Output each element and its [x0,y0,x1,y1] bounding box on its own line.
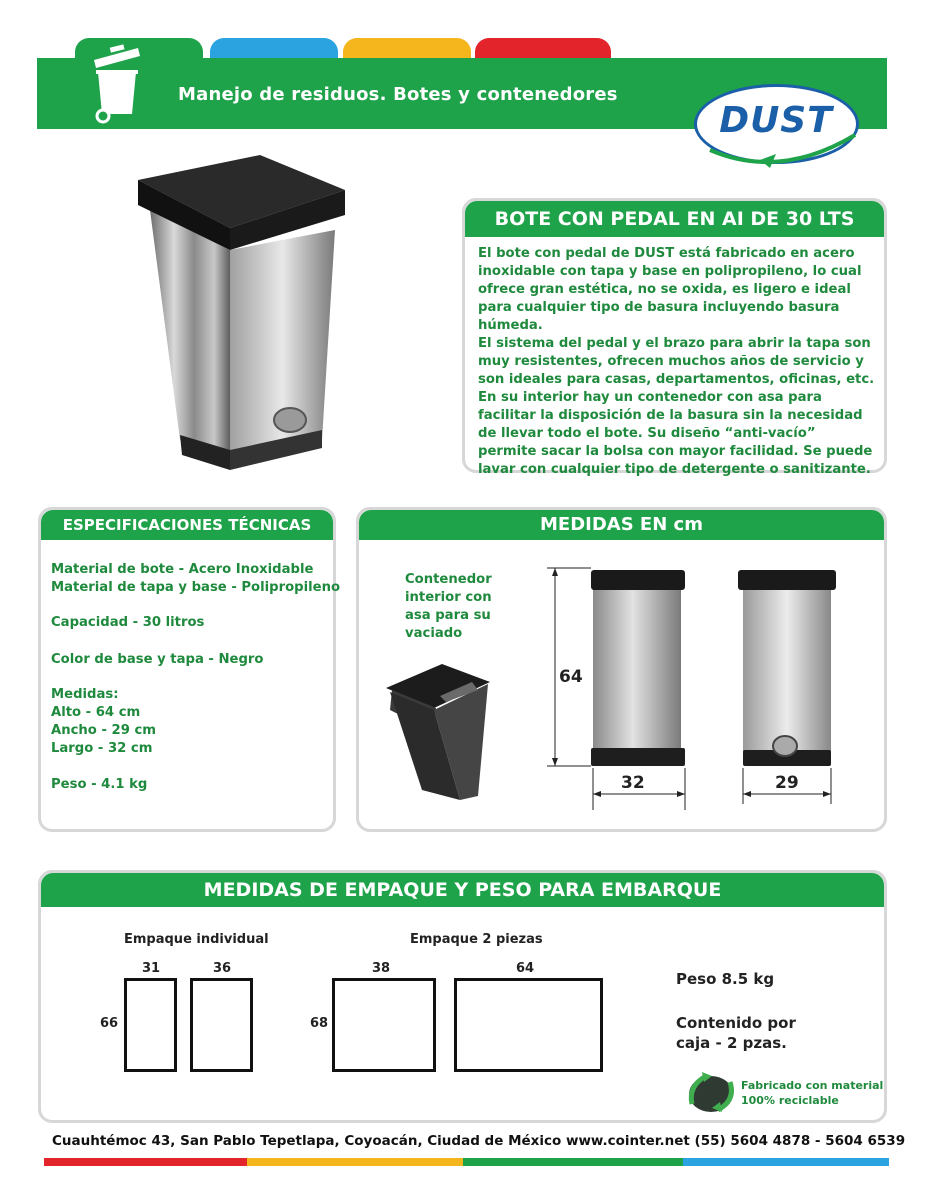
container-label: interior con [405,590,492,605]
recycle-note: Fabricado con material [741,1079,884,1092]
recycle-note: 100% reciclable [741,1094,839,1107]
container-label: Contenedor [405,572,492,587]
two-width-2: 64 [516,961,535,976]
footer-contact: Cuauhtémoc 43, San Pablo Tepetlapa, Coyoacán, Ciudad de México www.cointer.net (55) 5604 4878 - 5604 6539 [52,1133,906,1149]
inner-container-photo [382,660,494,806]
height-label: 64 [559,667,583,687]
ind-width-2: 36 [213,961,232,976]
spec-line: Ancho - 29 cm [51,723,157,738]
product-photo [130,150,360,480]
container-label: asa para su [405,608,491,623]
page-title: Manejo de residuos. Botes y contenedores [178,84,618,105]
spec-line: Peso - 4.1 kg [51,777,148,792]
ind-height: 66 [100,1016,119,1031]
two-height: 68 [310,1016,329,1031]
logo-text: DUST [719,100,833,141]
specs-title: ESPECIFICACIONES TÉCNICAS [41,510,333,540]
box-content-line: caja - 2 pzas. [676,1034,787,1052]
spec-line: Alto - 64 cm [51,705,141,720]
individual-pack-label: Empaque individual [124,932,269,947]
length-label: 32 [621,773,645,793]
recycle-icon [684,1068,738,1116]
individual-box-2 [190,978,253,1072]
spec-line: Material de bote - Acero Inoxidable [51,562,314,577]
spec-line: Material de tapa y base - Polipropileno [51,580,341,595]
two-pieces-box-2 [454,978,603,1072]
box-content-line: Contenido por [676,1014,796,1032]
width-label: 29 [775,773,799,793]
two-width-1: 38 [372,961,391,976]
ind-width-1: 31 [142,961,161,976]
product-title: BOTE CON PEDAL EN AI DE 30 LTS [465,201,884,237]
footer-stripe-green [463,1158,683,1166]
shipping-weight: Peso 8.5 kg [676,970,775,988]
spec-line: Medidas: [51,687,119,702]
description-paragraph: El bote con pedal de DUST está fabricado en acero inoxidable con tapa y base en polipropileno, lo cual ofrece gran estética, no se oxida, es ligero e ideal para cualquier tipo de basura incluyendo basura húmeda. [478,246,862,333]
two-pieces-box-1 [332,978,436,1072]
description-paragraph: En su interior hay un contenedor con asa para facilitar la disposición de la basura sin la necesidad de llevar todo el bote. Su diseño “anti-vacío” permite sacar la bolsa con mayor facilidad. Se puede lavar con cualquier tipo de detergente o sanitizante. [478,390,873,477]
footer-stripe-blue [683,1158,889,1166]
spec-line: Capacidad - 30 litros [51,615,205,630]
individual-box-1 [124,978,177,1072]
spec-line: Color de base y tapa - Negro [51,652,264,667]
measures-title: MEDIDAS EN cm [359,510,884,540]
description-paragraph: El sistema del pedal y el brazo para abrir la tapa son muy resistentes, ofrecen muchos años de servicio y son ideales para casas, departamentos, oficinas, etc. [478,336,875,387]
product-description [478,245,878,479]
packing-title: MEDIDAS DE EMPAQUE Y PESO PARA EMBARQUE [41,873,884,907]
footer-stripe-red [44,1158,247,1166]
can-front-diagram [525,562,705,812]
container-label: vaciado [405,626,463,641]
spec-line: Largo - 32 cm [51,741,153,756]
footer-stripe-yellow [247,1158,463,1166]
trash-bin-icon [88,44,144,124]
two-pieces-pack-label: Empaque 2 piezas [410,932,543,947]
